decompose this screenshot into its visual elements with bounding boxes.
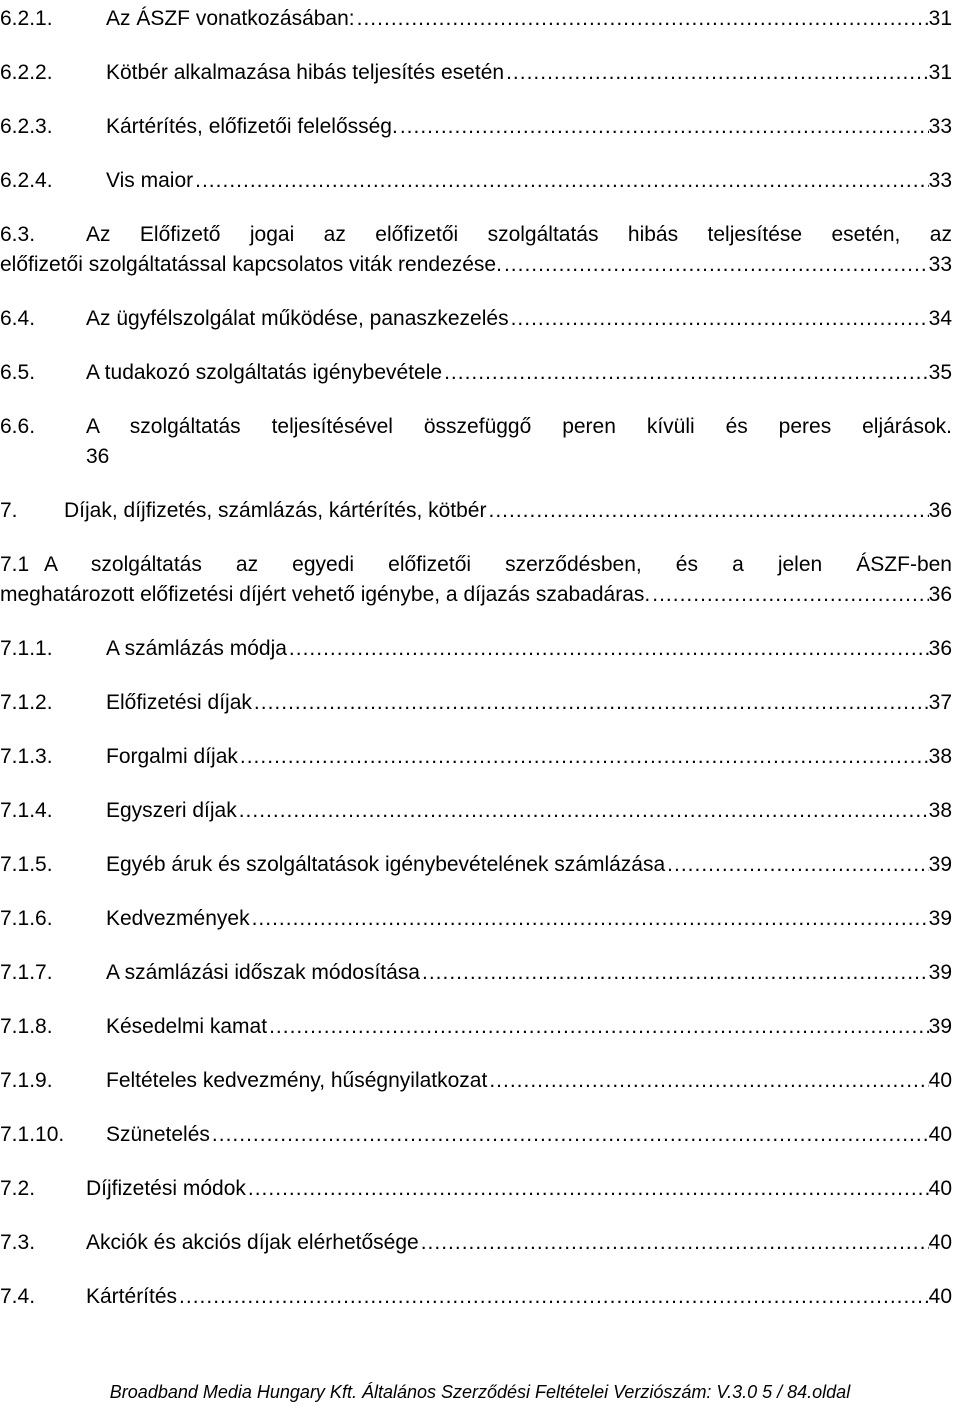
- toc-entry-title: Kártérítés, előfizetői felelősség.: [106, 115, 398, 138]
- toc-entry-number: 7.1.7.: [0, 961, 53, 984]
- toc-entry[interactable]: [0, 958, 960, 988]
- toc-entry-number: 7.2.: [0, 1177, 36, 1200]
- leader-dots: [504, 58, 929, 88]
- toc-entry-number: 7.1.4.: [0, 799, 53, 822]
- toc-entry-page: 38: [928, 745, 952, 768]
- toc-entry-number: 7.: [0, 499, 18, 522]
- toc-entry-page: 40: [928, 1177, 952, 1200]
- toc-entry-title: Egyéb áruk és szolgáltatások igénybevételének számlázása: [106, 853, 666, 876]
- toc-entry-page: 39: [928, 961, 952, 984]
- toc-entry-title: Feltételes kedvezmény, hűségnyilatkozat: [106, 1069, 488, 1092]
- leader-dots: [487, 1066, 928, 1096]
- toc-entry-title: Akciók és akciós díjak elérhetősége: [86, 1231, 419, 1254]
- toc-entry-number: 6.2.1.: [0, 7, 53, 30]
- leader-dots: [246, 1174, 929, 1204]
- leader-dots: [398, 112, 929, 142]
- toc-entry-number: 7.1.3.: [0, 745, 53, 768]
- toc-entry-number: 6.2.3.: [0, 115, 53, 138]
- toc-entry-page: 31: [928, 7, 952, 30]
- toc-entry-title: Díjfizetési módok: [86, 1177, 246, 1200]
- toc-entry[interactable]: [0, 1012, 960, 1042]
- toc-entry-title: Szünetelés: [106, 1123, 210, 1146]
- toc-entry[interactable]: [0, 412, 960, 442]
- leader-dots: [442, 358, 929, 388]
- toc-entry-number: 7.1.10.: [0, 1123, 65, 1146]
- toc-entry-page: 40: [928, 1069, 952, 1092]
- toc-entry[interactable]: [0, 904, 960, 934]
- toc-entry-title: A számlázási időszak módosítása: [106, 961, 420, 984]
- toc-entry-title-line1: A szolgáltatás az egyedi előfizetői szerződésben, és a jelen ÁSZF-ben: [44, 553, 952, 576]
- toc-entry-page: 40: [928, 1231, 952, 1254]
- leader-dots: [509, 304, 929, 334]
- toc-entry-page: 40: [928, 1123, 952, 1146]
- toc-entry[interactable]: [0, 742, 960, 772]
- toc-entry[interactable]: [0, 58, 960, 88]
- leader-dots: [238, 742, 929, 772]
- leader-dots: [665, 850, 928, 880]
- toc-entry-number: 6.2.4.: [0, 169, 53, 192]
- toc-entry[interactable]: [0, 1174, 960, 1204]
- toc-entry[interactable]: [0, 1066, 960, 1096]
- toc-entry-title: Kedvezmények: [106, 907, 250, 930]
- toc-entry-title: A tudakozó szolgáltatás igénybevétele: [86, 361, 443, 384]
- toc-entry-title: Előfizetési díjak: [106, 691, 252, 714]
- toc-entry-number: 7.1.6.: [0, 907, 53, 930]
- toc-entry[interactable]: [0, 796, 960, 826]
- toc-entry-page: 31: [928, 61, 952, 84]
- toc-entry-number: 7.1.2.: [0, 691, 53, 714]
- toc-entry-title: Késedelmi kamat: [106, 1015, 268, 1038]
- toc-entry-page: 37: [928, 691, 952, 714]
- toc-entry-continuation[interactable]: [0, 442, 960, 472]
- leader-dots: [419, 1228, 929, 1258]
- leader-dots: [486, 496, 928, 526]
- toc-entry[interactable]: [0, 688, 960, 718]
- toc-entry-continuation[interactable]: [0, 250, 960, 280]
- leader-dots: [502, 250, 929, 280]
- toc-entry-title: Kártérítés: [86, 1285, 178, 1308]
- leader-dots: [650, 580, 928, 610]
- toc-entry-page: 36: [928, 499, 952, 522]
- toc-entry-page: 33: [928, 169, 952, 192]
- toc-entry-page: 39: [928, 907, 952, 930]
- toc-entry-number: 6.5.: [0, 361, 36, 384]
- toc-entry-number: 6.3.: [0, 223, 36, 246]
- toc-entry[interactable]: [0, 496, 960, 526]
- toc-entry-page: 39: [928, 1015, 952, 1038]
- toc-entry-title: A szolgáltatás teljesítésével összefüggő peren kívüli és peres eljárások.: [86, 415, 952, 438]
- toc-entry-continuation[interactable]: [0, 580, 960, 610]
- toc-entry[interactable]: [0, 304, 960, 334]
- toc-entry[interactable]: [0, 112, 960, 142]
- toc-entry-number: 7.1.5.: [0, 853, 53, 876]
- toc-entry-title: Az ügyfélszolgálat működése, panaszkezelés: [86, 307, 509, 330]
- toc-entry-number: 6.4.: [0, 307, 36, 330]
- toc-entry[interactable]: [0, 634, 960, 664]
- toc-entry-page: 34: [928, 307, 952, 330]
- toc-entry-title: Az ÁSZF vonatkozásában:: [106, 7, 355, 30]
- toc-entry-title: Egyszeri díjak: [106, 799, 237, 822]
- toc-entry[interactable]: [0, 1120, 960, 1150]
- leader-dots: [210, 1120, 929, 1150]
- toc-entry[interactable]: [0, 850, 960, 880]
- toc-entry-page: 36: [928, 637, 952, 660]
- toc-entry-page: 33: [928, 253, 952, 276]
- toc-entry-number: 6.2.2.: [0, 61, 53, 84]
- toc-entry[interactable]: [0, 220, 960, 250]
- toc-entry-page: 36: [928, 583, 952, 606]
- toc-entry[interactable]: [0, 166, 960, 196]
- toc-entry-number: 7.1.1.: [0, 637, 53, 660]
- toc-entry-number: 7.3.: [0, 1231, 36, 1254]
- leader-dots: [287, 634, 929, 664]
- toc-entry-title: Vis maior: [106, 169, 194, 192]
- toc-entry[interactable]: [0, 4, 960, 34]
- toc-entry-page: 38: [928, 799, 952, 822]
- leader-dots: [355, 4, 929, 34]
- toc-entry-page: 35: [928, 361, 952, 384]
- leader-dots: [177, 1282, 929, 1312]
- leader-dots: [252, 688, 929, 718]
- leader-dots: [420, 958, 929, 988]
- toc-entry-title-line2: meghatározott előfizetési díjért vehető igénybe, a díjazás szabadáras.: [0, 583, 651, 606]
- toc-entry-title-line1: Az Előfizető jogai az előfizetői szolgáltatás hibás teljesítése esetén, az: [86, 223, 952, 246]
- toc-entry-page: 33: [928, 115, 952, 138]
- toc-entry-page: 39: [928, 853, 952, 876]
- toc-entry-title: Díjak, díjfizetés, számlázás, kártérítés, kötbér: [64, 499, 487, 522]
- toc-entry-title: Kötbér alkalmazása hibás teljesítés esetén: [106, 61, 505, 84]
- leader-dots: [267, 1012, 929, 1042]
- leader-dots: [250, 904, 929, 934]
- toc-entry-title: A számlázás módja: [106, 637, 287, 660]
- toc-entry-title: Forgalmi díjak: [106, 745, 238, 768]
- toc-entry[interactable]: [0, 1282, 960, 1312]
- leader-dots: [193, 166, 929, 196]
- toc-entry-page: 36: [86, 445, 110, 468]
- toc-entry-number: 6.6.: [0, 415, 36, 438]
- toc-entry[interactable]: [0, 358, 960, 388]
- toc-entry-number: 7.1.9.: [0, 1069, 53, 1092]
- toc-entry-number: 7.4.: [0, 1285, 36, 1308]
- toc-entry-number: 7.1.8.: [0, 1015, 53, 1038]
- toc-entry-number: 7.1: [0, 553, 30, 576]
- page-footer: Broadband Media Hungary Kft. Általános Szerződési Feltételei Verziószám: V.3.0 5 / 84.oldal: [109, 1382, 851, 1402]
- leader-dots: [237, 796, 929, 826]
- toc-entry[interactable]: [0, 1228, 960, 1258]
- toc-entry-page: 40: [928, 1285, 952, 1308]
- toc-entry[interactable]: [0, 550, 960, 580]
- toc-entry-title-line2: előfizetői szolgáltatással kapcsolatos viták rendezése.: [0, 253, 502, 276]
